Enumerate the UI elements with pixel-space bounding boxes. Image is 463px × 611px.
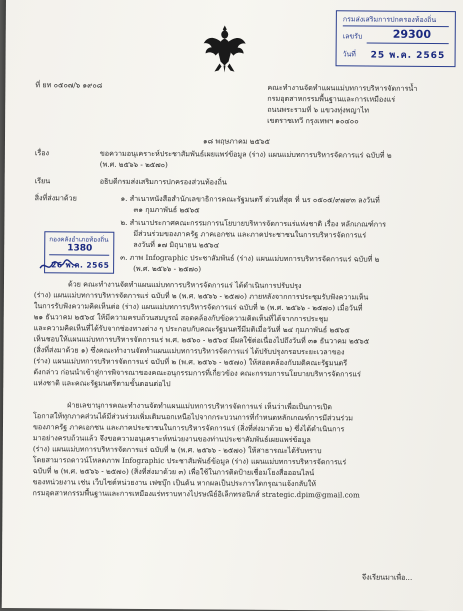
body2-line-1: ฝ่ายเลขานุการคณะทำงานจัดทำแผนแม่บทการบริหารจัดการแร่ เห็นว่าเพื่อเป็นการเปิด [67, 400, 333, 412]
enclosure-2-line-3: ลงวันที่ ๑๗ มิถุนายน ๒๕๖๔ [133, 239, 220, 250]
body1-line-2: (ร่าง) แผนแม่บทการบริหารจัดการแร่ ฉบับที่ ๒ (พ.ศ. ๒๕๖๖ - ๒๕๗๐) ภายหลังจากการประชุมรับฟังความเห็น [33, 290, 369, 302]
enclosure-1-line-1: ๑. สำเนาหนังสือสำนักเลขาธิการคณะรัฐมนตรี ด่วนที่สุด ที่ นร ๐๕๐๕/๙๗๙๓ ลงวันที่ [120, 193, 380, 205]
to-recipient: อธิบดีกรมส่งเสริมการปกครองส่วนท้องถิ่น [99, 176, 227, 187]
body1-line-7: (สิ่งที่ส่งมาด้วย ๑) ซึ่งคณะทำงานจัดทำแผนแม่บทการบริหารจัดการแร่ ได้ปรับปรุงกรอบระยะเวลาของ [33, 345, 345, 357]
body1-line-9: ดังกล่าว ก่อนนำเข้าสู่การพิจารณาของคณะอนุกรรมการที่เกี่ยวข้อง คณะกรรมการนโยบายบริหารจัดการแร่ [33, 367, 361, 379]
body2-line-9: กรมอุตสาหกรรมพื้นฐานและการเหมืองแร่ทราบทางไปรษณีย์อิเล็กทรอนิกส์ strategic.dpim@gmail.com [32, 488, 360, 500]
enclosure-2-line-1: ๒. สำเนาประกาศคณะกรรมการนโยบายบริหารจัดการแร่แห่งชาติ เรื่อง หลักเกณฑ์การ [120, 217, 387, 229]
body1-line-10: แห่งชาติ และคณะรัฐมนตรีตามขั้นตอนต่อไป [33, 378, 171, 389]
letter-page [2, 0, 463, 611]
body1-line-8: (ร่าง) แผนแม่บทการบริหารจัดการแร่ ฉบับที่ ๒ (พ.ศ. ๒๕๖๖ - ๒๕๗๐) ให้สอดคล้องกับมติคณะรัฐมนตรี [33, 356, 348, 368]
to-label: เรียน [34, 176, 51, 186]
received-stamp [336, 10, 456, 67]
handwritten-note [38, 258, 78, 274]
body2-line-3: ของภาครัฐ ภาคเอกชน และภาคประชาชนในการบริหารจัดการแร่ (สิ่งที่ส่งมาด้วย ๒) ซึ่งได้ดำเนินการ [32, 422, 345, 434]
received-stamp-number: 29300 [392, 27, 432, 41]
enclosure-3-line-1: ๓. ภาพ Infographic ประชาสัมพันธ์ (ร่าง) แผนแม่บทการบริหารจัดการแร่ ฉบับที่ ๒ [120, 252, 380, 264]
body2-line-2: โอกาสให้ทุกภาคส่วนได้มีส่วนร่วมเพิ่มเติมนอกเหนือไปจากกระบวนการที่กำหนดหลักเกณฑ์การมีส่วนร่วม [33, 411, 354, 423]
received-stamp-number-label: เลขรับ [342, 32, 363, 41]
division-stamp-number: 1380 [67, 243, 93, 254]
received-stamp-date-label: วันที่ [342, 50, 356, 59]
division-stamp-date: 26 พ.ค. 2565 [51, 260, 110, 270]
body2-line-6: โดยสามารถดาวน์โหลดภาพ Infographic ประชาสัมพันธ์ข้อมูล (ร่าง) แผนแม่บทการบริหารจัดการแร่ [32, 455, 347, 467]
body1-line-6: เห็นชอบให้แผนแม่บทการบริหารจัดการแร่ พ.ศ. ๒๕๖๐ - ๒๕๖๔ มีผลใช้ต่อเนื่องไปถึงวันที่ ๓๑ ธันวาคม ๒๕๖๕ [33, 334, 370, 346]
body2-line-5: (ร่าง) แผนแม่บทการบริหารจัดการแร่ ฉบับที่ ๒ (พ.ศ. ๒๕๖๖ - ๒๕๗๐) ให้สาธารณะได้รับทราบ [32, 444, 322, 456]
division-stamp-office: กองคลังอำเภอท้องถิ่น [49, 235, 109, 244]
closing-continued: จึงเรียนมาเพื่อ... [361, 572, 413, 582]
body1-line-1: ด้วย คณะทำงานจัดทำแผนแม่บทการบริหารจัดการแร่ ได้ดำเนินการปรับปรุง [67, 279, 302, 291]
letter-date: ๑๘ พฤษภาคม ๒๕๖๕ [202, 136, 271, 146]
enclosure-1-line-2: ๓๑ กุมภาพันธ์ ๒๕๖๕ [133, 204, 200, 215]
enclosures-label: สิ่งที่ส่งมาด้วย [34, 193, 77, 203]
sender-line-3: ถนนพระรามที่ ๖ แขวงทุ่งพญาไท [267, 104, 369, 115]
enclosure-2-line-2: มีส่วนร่วมของภาครัฐ ภาคเอกชน และภาคประชาชนในการบริหารจัดการแร่ [133, 228, 367, 240]
subject-label: เรื่อง [34, 148, 50, 158]
body2-line-4: มาอย่างครบถ้วนแล้ว จึงขอความอนุเคราะห์หน่วยงานของท่านประชาสัมพันธ์เผยแพร่ข้อมูล [32, 433, 311, 445]
sender-line-1: คณะทำงานจัดทำแผนแม่บทการบริหารจัดการน้ำ [267, 82, 418, 93]
document-number: ที่ ยท ๐๕๐๗/๖ ๑๙๐๘ [35, 80, 103, 90]
received-stamp-office: กรมส่งเสริมการปกครองท้องถิ่น [342, 15, 437, 25]
garuda-emblem-icon [202, 23, 246, 73]
received-stamp-date: 25 พ.ค. 2565 [370, 50, 446, 62]
sender-line-2: กรมอุตสาหกรรมพื้นฐานและการเหมืองแร่ [267, 93, 396, 104]
subject-line-2: (พ.ศ. ๒๕๖๖ - ๒๕๗๐) [99, 159, 168, 170]
body2-line-7: ฉบับที่ ๒ (พ.ศ. ๒๕๖๖ - ๒๕๗๐) (สิ่งที่ส่งมาด้วย ๓) เพื่อใช้ในการติดป้ายเชื่อมโยงสื่อออนไลน์ [32, 466, 315, 478]
subject-line-1: ขอความอนุเคราะห์ประชาสัมพันธ์เผยแพร่ข้อมูล (ร่าง) แผนแม่บทการบริหารจัดการแร่ ฉบับที่ ๒ [99, 148, 392, 160]
enclosure-3-line-2: (พ.ศ. ๒๕๖๖ - ๒๕๗๐) [133, 263, 202, 274]
sender-line-4: เขตราชเทวี กรุงเทพฯ ๑๐๔๐๐ [267, 115, 359, 126]
body1-line-4: ๒๑ ธันวาคม ๒๕๖๔ ให้มีความครบถ้วนสมบูรณ์ สอดคล้องกับข้อความคิดเห็นที่ได้จากการประชุม [33, 312, 329, 324]
body2-line-8: ของหน่วยงาน เช่น เว็บไซต์หน่วยงาน เฟซบุ๊ก เป็นต้น หากผลเป็นประการใดกรุณาแจ้งกลับให้ [32, 477, 317, 489]
body1-line-3: ในการรับฟังความคิดเห็นต่อ (ร่าง) แผนแม่บทการบริหารจัดการแร่ ฉบับที่ ๒ (พ.ศ. ๒๕๖๖ - ๒๕๗๐) เมื่อวันที่ [33, 301, 363, 313]
body1-line-5: และความคิดเห็นที่ได้รับจากช่องทางต่าง ๆ ประกอบกับคณะรัฐมนตรีมีมติเมื่อวันที่ ๒๔ กุมภาพันธ์ ๒๕๖๕ [33, 323, 350, 335]
